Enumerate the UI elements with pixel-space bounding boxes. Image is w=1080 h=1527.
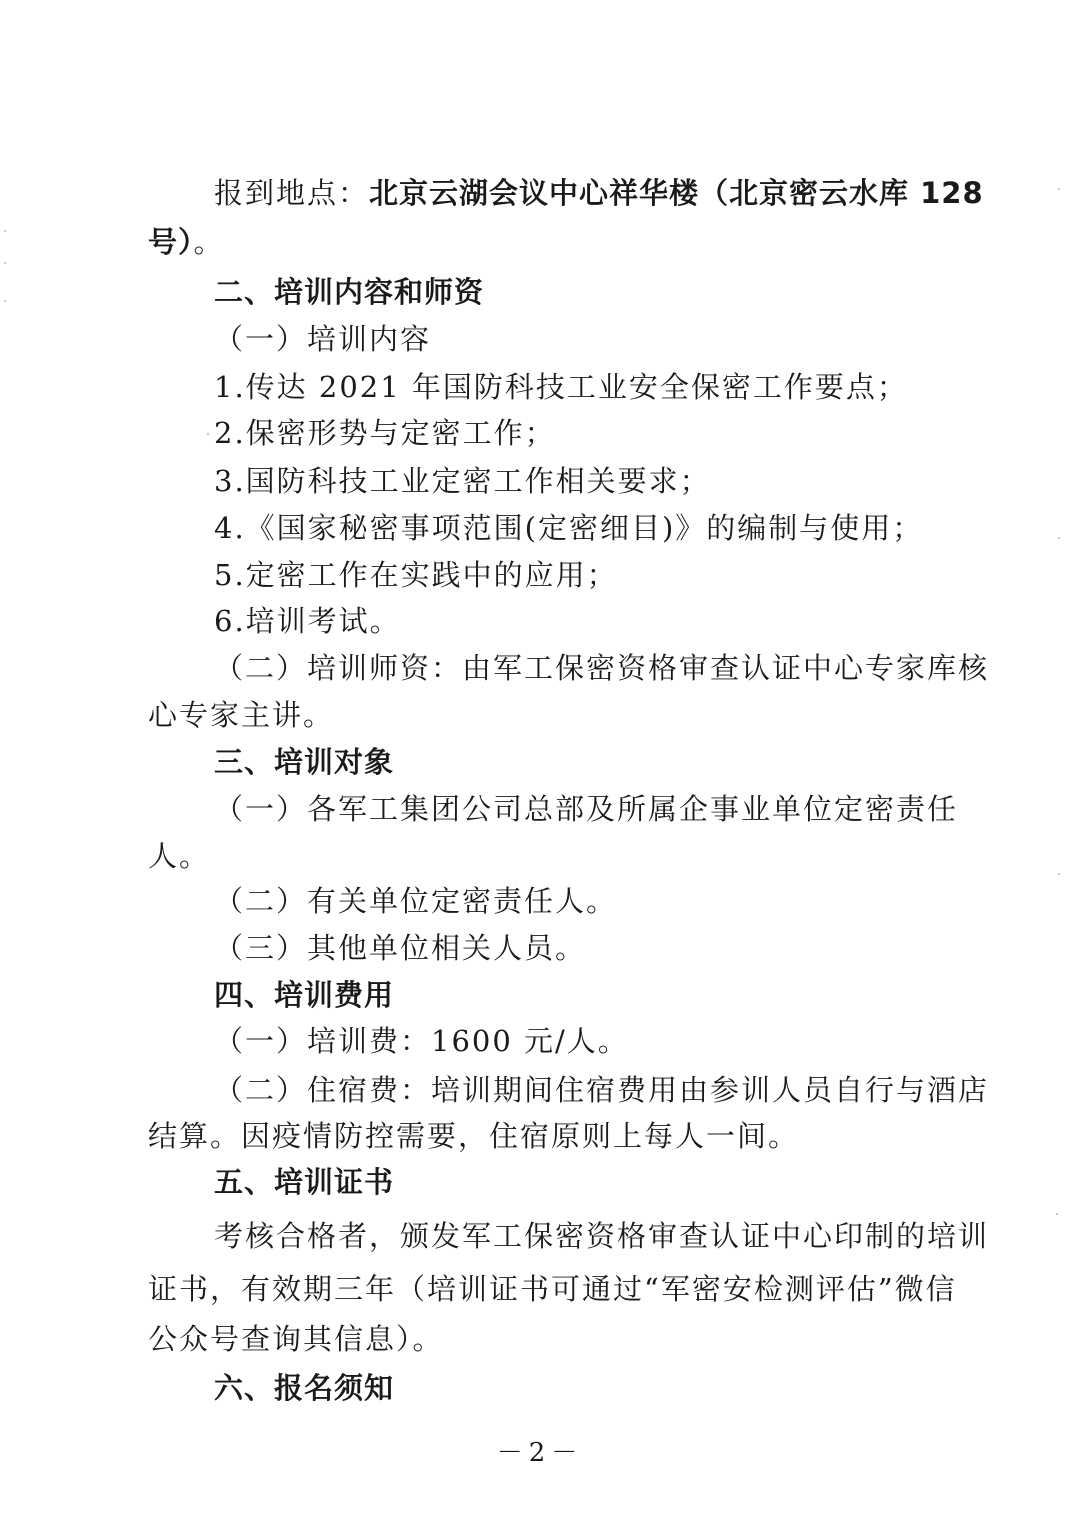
section2-sub2-line2: 心专家主讲。 [148,698,335,732]
report-location-line [214,170,1014,216]
section3-item2: （二）有关单位定密责任人。 [214,884,618,918]
section4-item2-line1: （二）住宿费：培训期间住宿费用由参训人员自行与酒店 [214,1073,990,1107]
report-location-value: 北京云湖会议中心祥华楼（北京密云水库 128 [369,176,984,210]
scan-speck [1056,1213,1058,1215]
section4-item1: （一）培训费：1600 元/人。 [214,1024,629,1058]
scan-speck [1058,873,1060,875]
scan-speck [207,433,209,435]
section2-item-4: 4.《国家秘密事项范围(定密细目)》的编制与使用； [214,511,924,545]
section5-line3: 公众号查询其信息）。 [148,1322,444,1356]
scan-speck [4,300,6,302]
section2-sub1-heading: （一）培训内容 [214,322,432,356]
scan-speck [4,262,6,264]
section3-heading: 三、培训对象 [214,745,395,779]
section5-heading: 五、培训证书 [214,1165,395,1199]
section2-item-5: 5.定密工作在实践中的应用； [214,558,618,592]
scan-speck [4,230,6,232]
section2-item-3: 3.国防科技工业定密工作相关要求； [214,464,711,498]
section4-item2-line2: 结算。因疫情防控需要，住宿原则上每人一间。 [148,1119,800,1153]
section2-item-6: 6.培训考试。 [214,604,401,638]
scan-speck [1058,537,1060,539]
section2-item-1: 1.传达 2021 年国防科技工业安全保密工作要点； [214,370,908,404]
report-location-line-2 [148,219,948,265]
section2-sub2-line1: （二）培训师资：由军工保密资格审查认证中心专家库核 [214,651,990,685]
report-location-label: 报到地点： [214,176,370,210]
section3-item1-line2: 人。 [148,839,211,873]
section6-heading: 六、报名须知 [214,1371,395,1405]
report-location-value-cont: 号） [148,225,194,259]
page-number: －2－ [496,1438,584,1468]
section3-item1-line1: （一）各军工集团公司总部及所属企事业单位定密责任 [214,792,959,826]
section5-line1: 考核合格者，颁发军工保密资格审查认证中心印制的培训 [214,1219,990,1253]
section2-heading: 二、培训内容和师资 [214,275,485,309]
section3-item3: （三）其他单位相关人员。 [214,931,587,965]
scan-speck [1058,188,1060,190]
report-location-tail: 。 [193,225,225,259]
section5-line2: 证书，有效期三年（培训证书可通过“军密安检测评估”微信 [148,1272,957,1306]
section2-item-2: 2.保密形势与定密工作； [214,416,556,450]
section4-heading: 四、培训费用 [214,978,395,1012]
